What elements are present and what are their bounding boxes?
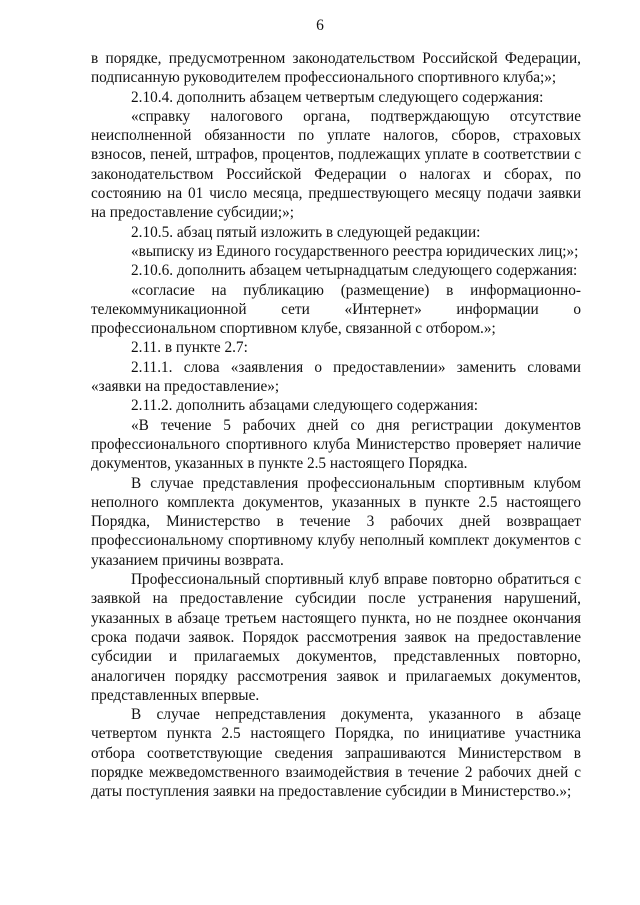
paragraph: «В течение 5 рабочих дней со дня регистрации документов профессионального спортивного клуба Министерство проверяет наличие документов, указанных в пункте 2.5 настоящего Порядка. (91, 416, 581, 473)
paragraph: 2.11.2. дополнить абзацами следующего содержания: (131, 397, 478, 415)
paragraph: «справку налогового органа, подтверждающую отсутствие неисполненной обязанности по уплате налогов, сборов, страховых взносов, пеней, штрафов, процентов, подлежащих уплате в соответствии с законодательством Российской Федерации о налогах и сборах, по состоянию на 01 число месяца, предшествующего месяцу подачи заявки на предоставление субсидии;»; (91, 107, 581, 222)
paragraph: 2.10.5. абзац пятый изложить в следующей редакции: (131, 223, 481, 241)
paragraph: Профессиональный спортивный клуб вправе повторно обратиться с заявкой на предоставление субсидии после устранения нарушений, указанных в абзаце третьем настоящего пункта, но не позднее окончания срока подачи заявок. Порядок рассмотрения заявок на предоставление субсидии и прилагаемых документов, представленных повторно, аналогичен порядку рассмотрения заявок и прилагаемых документов, представленных впервые. (91, 571, 581, 704)
paragraph: в порядке, предусмотренном законодательством Российской Федерации, подписанную руководителем профессионального спортивного клуба;»; (91, 50, 581, 87)
paragraph: 2.11. в пункте 2.7: (131, 339, 248, 357)
paragraph: «выписку из Единого государственного реестра юридических лиц;»; (131, 242, 579, 260)
paragraph: «согласие на публикацию (размещение) в информационно-телекоммуникационной сети «Интернет» информации о профессиональном спортивном клубе, связанной с отбором.»; (91, 281, 581, 338)
document-body (91, 49, 581, 802)
paragraph: 2.11.1. слова «заявления о предоставлении» заменить словами «заявки на предоставление»; (91, 358, 581, 396)
page-number: 6 (316, 17, 324, 34)
paragraph: 2.10.6. дополнить абзацем четырнадцатым следующего содержания: (131, 262, 578, 280)
paragraph: В случае непредставления документа, указанного в абзаце четвертом пункта 2.5 настоящего Порядка, по инициативе участника отбора соответствующие сведения запрашиваются Министерством в порядке межведомственного взаимодействия в течение 2 рабочих дней с даты поступления заявки на предоставление субсидии в Министерство.»; (91, 706, 581, 801)
paragraph: В случае представления профессиональным спортивным клубом неполного комплекта документов, указанных в пункте 2.5 настоящего Порядка, Министерство в течение 3 рабочих дней возвращает профессиональному спортивному клубу неполный комплект документов с указанием причины возврата. (91, 474, 581, 569)
paragraph: 2.10.4. дополнить абзацем четвертым следующего содержания: (131, 88, 544, 106)
